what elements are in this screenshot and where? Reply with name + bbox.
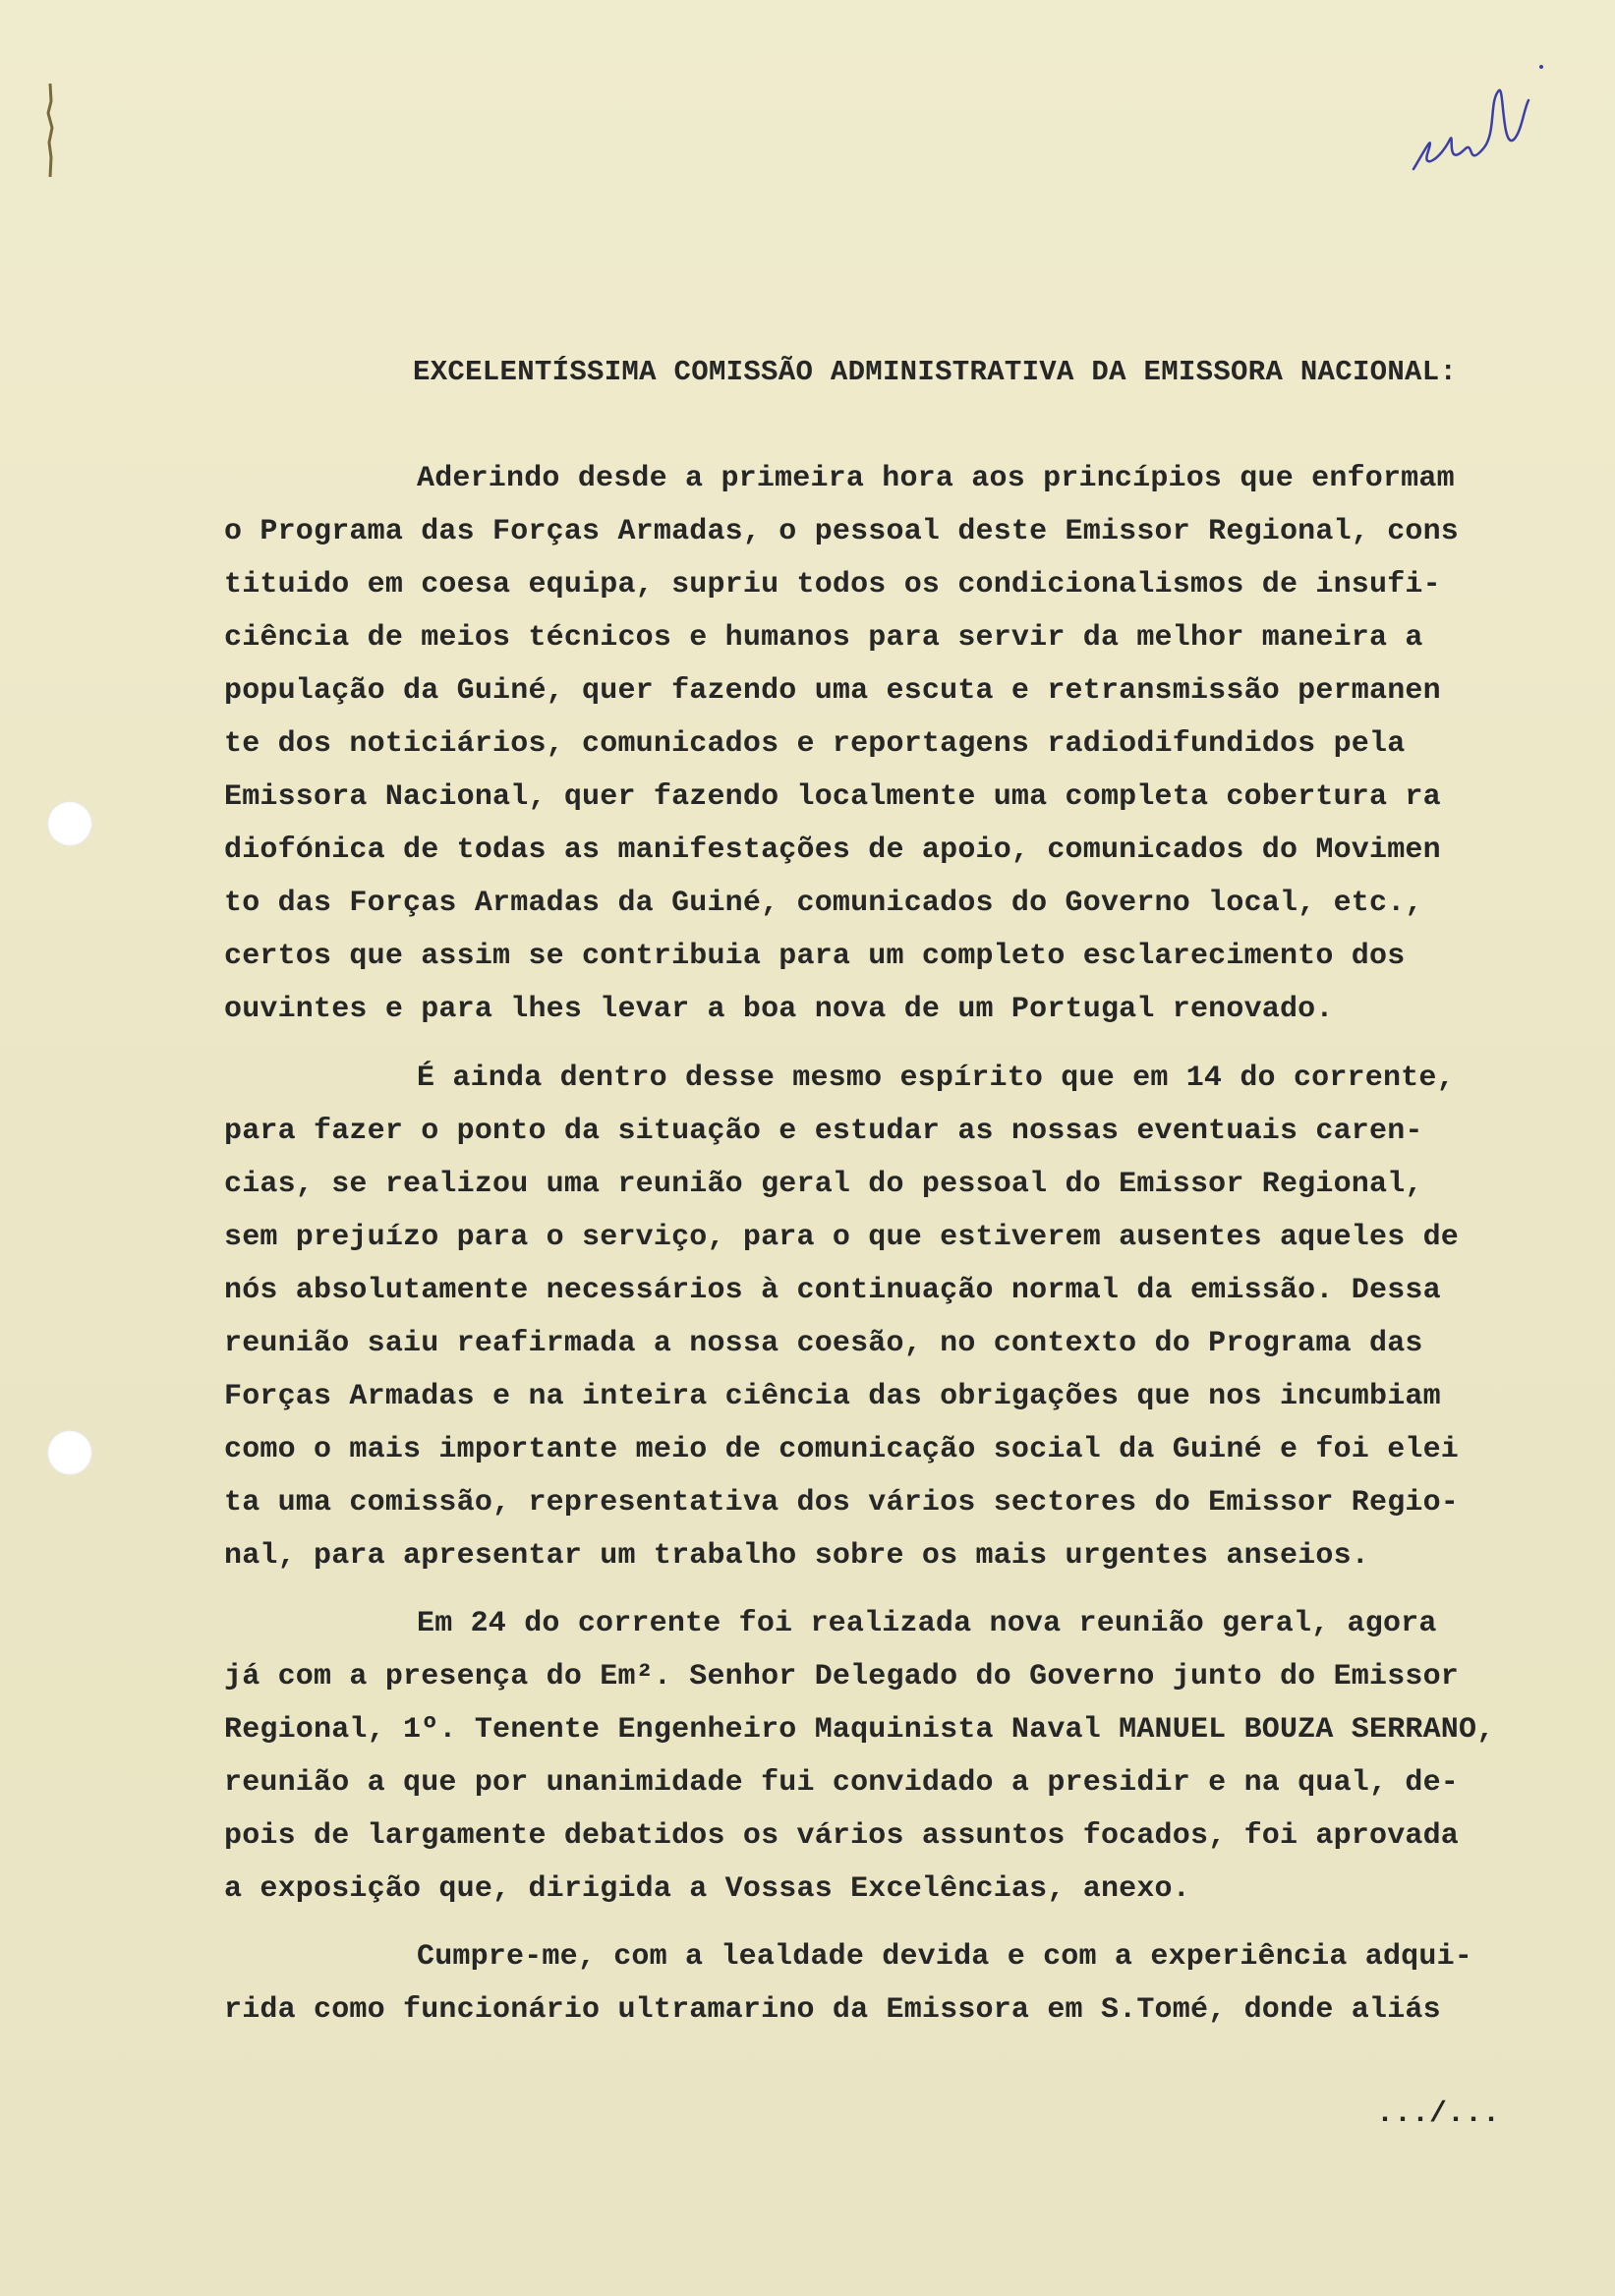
text-line: reunião saiu reafirmada a nossa coesão, no contexto do Programa das: [224, 1327, 1423, 1360]
text-line: a exposição que, dirigida a Vossas Excelências, anexo.: [224, 1872, 1190, 1906]
text-line: É ainda dentro desse mesmo espírito que em 14 do corrente,: [417, 1062, 1455, 1095]
punch-hole-bottom: [47, 1430, 92, 1475]
text-line: ta uma comissão, representativa dos vários sectores do Emissor Regio-: [224, 1486, 1460, 1520]
text-line: ciência de meios técnicos e humanos para servir da melhor maneira a: [224, 621, 1423, 655]
edge-ink-mark: [45, 84, 55, 177]
text-line: pois de largamente debatidos os vários assuntos focados, foi aprovada: [224, 1819, 1460, 1853]
text-line: para fazer o ponto da situação e estudar as nossas eventuais caren-: [224, 1115, 1423, 1148]
text-line: nós absolutamente necessários à continuação normal da emissão. Dessa: [224, 1274, 1441, 1307]
text-line: como o mais importante meio de comunicação social da Guiné e foi elei: [224, 1433, 1460, 1466]
text-line: nal, para apresentar um trabalho sobre os mais urgentes anseios.: [224, 1539, 1369, 1573]
text-line: certos que assim se contribuia para um completo esclarecimento dos: [224, 940, 1406, 973]
paragraph-1: [224, 452, 1561, 1036]
text-line: ouvintes e para lhes levar a boa nova de um Portugal renovado.: [224, 993, 1334, 1026]
paragraph-3: [224, 1597, 1561, 1916]
text-line: cias, se realizou uma reunião geral do pessoal do Emissor Regional,: [224, 1168, 1423, 1201]
text-line: já com a presença do Em². Senhor Delegado do Governo junto do Emissor: [224, 1660, 1460, 1693]
text-line: rida como funcionário ultramarino da Emissora em S.Tomé, donde aliás: [224, 1993, 1441, 2027]
text-line: Cumpre-me, com a lealdade devida e com a experiência adqui-: [417, 1940, 1472, 1974]
text-line: reunião a que por unanimidade fui convidado a presidir e na qual, de-: [224, 1766, 1460, 1800]
paragraph-4: [224, 1930, 1561, 2037]
text-line: diofónica de todas as manifestações de apoio, comunicados do Movimen: [224, 833, 1441, 867]
paragraph-2: [224, 1052, 1561, 1582]
text-line: Emissora Nacional, quer fazendo localmente uma completa cobertura ra: [224, 780, 1441, 814]
letter-heading: EXCELENTÍSSIMA COMISSÃO ADMINISTRATIVA DA EMISSORA NACIONAL:: [413, 356, 1458, 388]
text-line: Aderindo desde a primeira hora aos princípios que enformam: [417, 462, 1455, 495]
text-line: to das Forças Armadas da Guiné, comunicados do Governo local, etc.,: [224, 887, 1423, 920]
page-continuation-marker: .../...: [1376, 2097, 1501, 2131]
text-line: população da Guiné, quer fazendo uma escuta e retransmissão permanen: [224, 674, 1441, 708]
text-line: te dos noticiários, comunicados e reportagens radiodifundidos pela: [224, 727, 1406, 761]
text-line: o Programa das Forças Armadas, o pessoal deste Emissor Regional, cons: [224, 515, 1460, 548]
handwritten-initials-signature: [1406, 61, 1553, 189]
text-line: tituido em coesa equipa, supriu todos os condicionalismos de insufi-: [224, 568, 1441, 602]
text-line: Regional, 1º. Tenente Engenheiro Maquinista Naval MANUEL BOUZA SERRANO,: [224, 1713, 1495, 1747]
text-line: Forças Armadas e na inteira ciência das obrigações que nos incumbiam: [224, 1380, 1441, 1413]
text-line: Em 24 do corrente foi realizada nova reunião geral, agora: [417, 1607, 1437, 1640]
text-line: sem prejuízo para o serviço, para o que estiverem ausentes aqueles de: [224, 1221, 1460, 1254]
punch-hole-top: [47, 801, 92, 846]
